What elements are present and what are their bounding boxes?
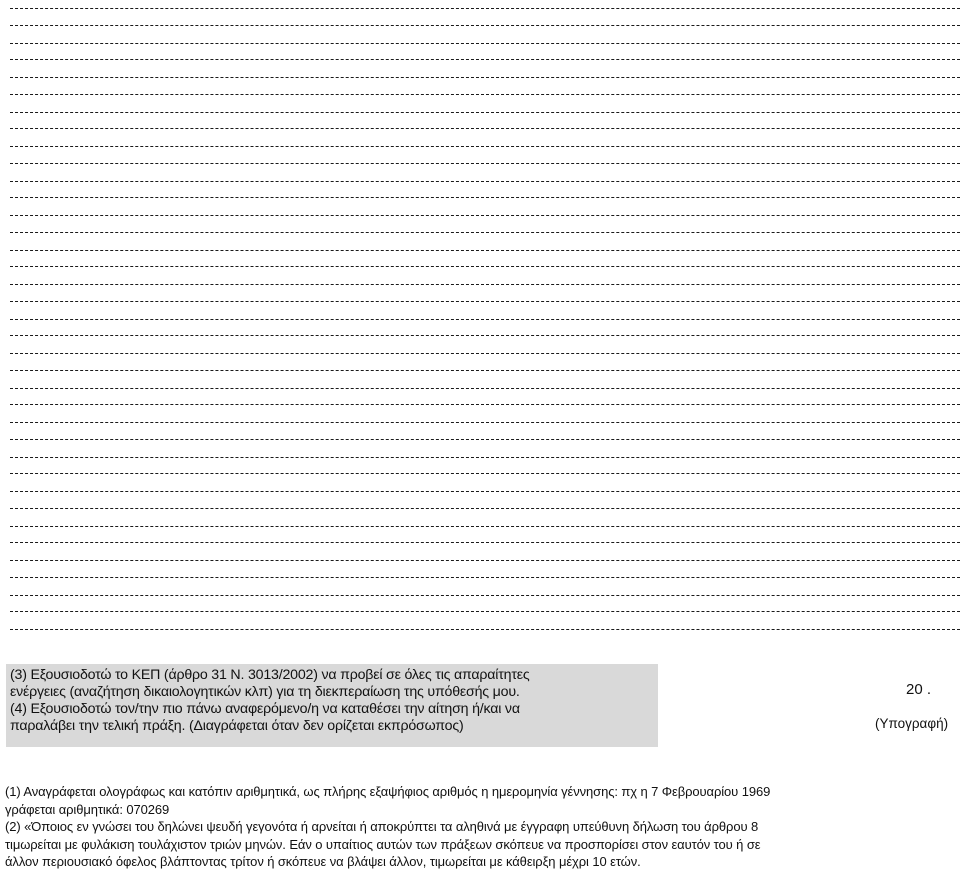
form-text-line	[10, 232, 960, 233]
form-text-line	[10, 25, 960, 26]
footnote-2-line-3: άλλον περιουσιακό όφελος βλάπτοντας τρίτον ή σκόπευε να βλάψει άλλον, τιμωρείται με κάθειρξη μέχρι 10 ετών.	[5, 854, 641, 869]
form-text-line	[10, 8, 960, 9]
footnote-2-line-2: τιμωρείται με φυλάκιση τουλάχιστον τριών μηνών. Εάν ο υπαίτιος αυτών των πράξεων σκόπευε να προσπορίσει στον εαυτόν του ή σε	[5, 836, 761, 852]
form-text-line	[10, 388, 960, 389]
note-4-line-1: (4) Εξουσιοδοτώ τον/την πιο πάνω αναφερόμενο/η να καταθέσει την αίτηση ή/και να	[10, 701, 520, 717]
form-text-line	[10, 439, 960, 440]
form-text-line	[10, 319, 960, 320]
form-text-line	[10, 422, 960, 423]
form-text-line	[10, 404, 960, 405]
form-text-line	[10, 526, 960, 527]
form-text-line	[10, 77, 960, 78]
footnote-1-line-2: γράφεται αριθμητικά: 070269	[5, 801, 170, 817]
form-text-line	[10, 43, 960, 44]
footnote-2-line-1: (2) «Όποιος εν γνώσει του δηλώνει ψευδή γεγονότα ή αρνείται ή αποκρύπτει τα αληθινά με έγγραφη υπεύθυνη δήλωση του άρθρου 8	[5, 819, 759, 834]
form-text-line	[10, 215, 960, 216]
form-text-line	[10, 146, 960, 147]
signature-label: (Υπογραφή)	[875, 716, 949, 731]
form-text-line	[10, 370, 960, 371]
form-text-line	[10, 112, 960, 113]
form-text-line	[10, 128, 960, 129]
signature-date: 20 .	[906, 681, 932, 698]
form-text-line	[10, 197, 960, 198]
authorization-notes-box	[6, 664, 658, 747]
note-3-line-1: (3) Εξουσιοδοτώ το ΚΕΠ (άρθρο 31 Ν. 3013/2002) να προβεί σε όλες τις απαραίτητες	[10, 667, 530, 683]
form-text-line	[10, 59, 960, 60]
note-3-line-2: ενέργειες (αναζήτηση δικαιολογητικών κλπ) για τη διεκπεραίωση της υπόθεσής μου.	[10, 684, 520, 700]
form-text-line	[10, 629, 960, 630]
footnote-1-line-1: (1) Αναγράφεται ολογράφως και κατόπιν αριθμητικά, ως πλήρης εξαψήφιος αριθμός η ημερομηνία γέννησης: πχ η 7 Φεβρουαρίου 1969	[5, 784, 771, 799]
form-text-line	[10, 163, 960, 164]
form-text-line	[10, 508, 960, 509]
form-text-line	[10, 491, 960, 492]
form-text-line	[10, 353, 960, 354]
form-text-line	[10, 473, 960, 474]
form-text-line	[10, 335, 960, 336]
note-4-line-2: παραλάβει την τελική πράξη. (Διαγράφεται όταν δεν ορίζεται εκπρόσωπος)	[10, 718, 464, 734]
footnotes	[5, 783, 955, 871]
form-text-line	[10, 181, 960, 182]
form-text-line	[10, 595, 960, 596]
form-text-line	[10, 457, 960, 458]
form-text-line	[10, 542, 960, 543]
form-text-line	[10, 611, 960, 612]
form-text-line	[10, 250, 960, 251]
form-text-line	[10, 301, 960, 302]
form-text-line	[10, 577, 960, 578]
form-text-line	[10, 284, 960, 285]
form-text-line	[10, 560, 960, 561]
form-text-line	[10, 266, 960, 267]
form-text-line	[10, 94, 960, 95]
